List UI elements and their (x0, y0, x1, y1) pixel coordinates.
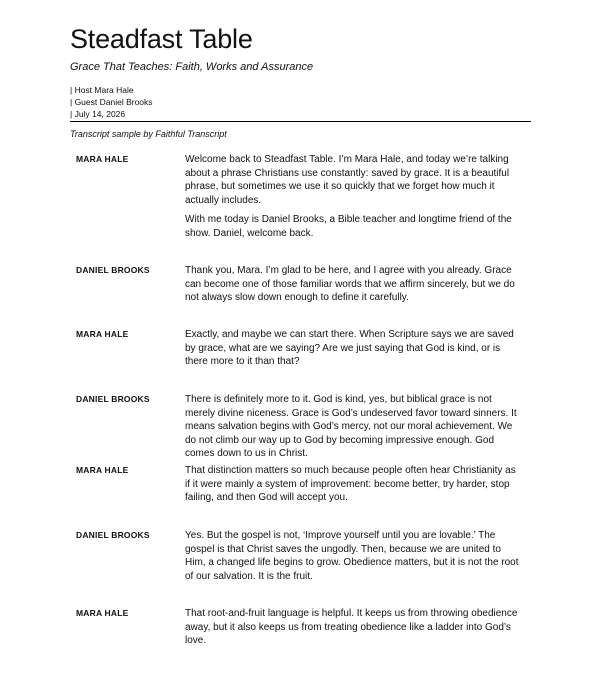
speaker-text (185, 529, 520, 589)
paragraph: With me today is Daniel Brooks, a Bible teacher and longtime friend of the show. Daniel, welcome back. (185, 214, 512, 239)
paragraph: Thank you, Mara. I’m glad to be here, and I agree with you already. Grace can become one of those familiar words that we affirm sincerely, but we do not always slow down enough to define it carefully. (185, 265, 515, 303)
date-line: | July 14, 2026 (70, 109, 126, 119)
transcript-credit: Transcript sample by Faithful Transcript (70, 129, 227, 139)
speaker-text (185, 393, 520, 467)
speaker-name: MARA HALE (76, 329, 129, 339)
header-divider (70, 121, 531, 122)
paragraph: That root-and-fruit language is helpful. It keeps us from throwing obedience away, but it also keeps us from treating obedience like a ladder into God’s love. (185, 608, 518, 646)
paragraph: Exactly, and maybe we can start there. When Scripture says we are saved by grace, what are we saying? Are we just saying that God is kind, or is there more to it than that? (185, 329, 514, 367)
speaker-name: MARA HALE (76, 154, 129, 164)
speaker-name: MARA HALE (76, 608, 129, 618)
document-header (70, 22, 531, 140)
guest-line: | Guest Daniel Brooks (70, 97, 153, 107)
speaker-name: MARA HALE (76, 465, 129, 475)
paragraph: That distinction matters so much because people often hear Christianity as if it were mainly a system of improvement: become better, try harder, stop failing, and then God will accept you. (185, 465, 516, 503)
paragraph: There is definitely more to it. God is kind, yes, but biblical grace is not merely divine niceness. Grace is God’s undeserved favor toward sinners. It means salvation begins with God’s mercy, not our moral achievement. We do not climb our way up to God by becoming impressive enough. God comes down to us in Christ. (185, 394, 517, 459)
speaker-name: DANIEL BROOKS (76, 530, 150, 540)
document-title: Steadfast Table (70, 24, 253, 54)
speaker-text (185, 153, 520, 246)
paragraph: Yes. But the gospel is not, ‘Improve yourself until you are lovable.’ The gospel is that Christ saves the ungodly. Then, because we are united to Him, a changed life begins to grow. Obedience matters, but it is not the root of our salvation. It is the fruit. (185, 530, 519, 582)
speaker-name: DANIEL BROOKS (76, 265, 150, 275)
host-line: | Host Mara Hale (70, 85, 134, 95)
speaker-name: DANIEL BROOKS (76, 394, 150, 404)
speaker-text (185, 607, 520, 654)
speaker-text (185, 264, 520, 311)
document-subtitle: Grace That Teaches: Faith, Works and Assurance (70, 61, 314, 73)
speaker-text (185, 328, 520, 375)
episode-meta (70, 84, 531, 120)
speaker-text (185, 464, 520, 511)
paragraph: Welcome back to Steadfast Table. I’m Mara Hale, and today we’re talking about a phrase Christians use constantly: saved by grace. It is a beautiful phrase, but sometimes we use it so quickly that we forget how much it actually includes. (185, 154, 510, 206)
